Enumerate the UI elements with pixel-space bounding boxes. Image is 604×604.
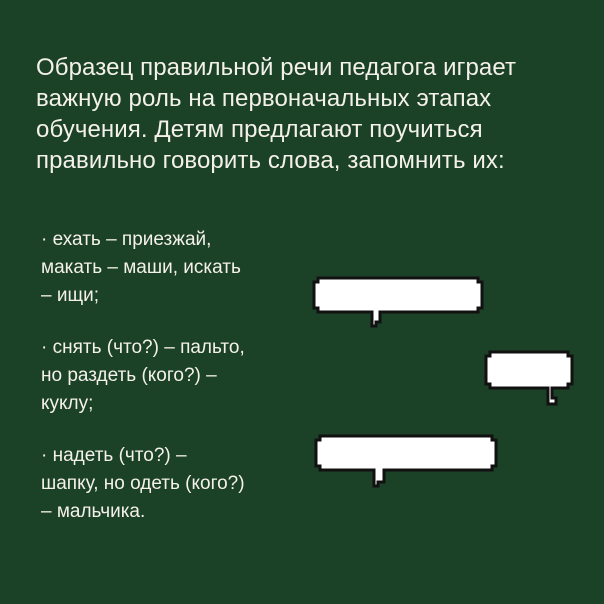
example-item: · надеть (что?) – шапку, но одеть (кого?) – мальчика. bbox=[41, 445, 245, 522]
speech-bubble-icon bbox=[312, 432, 504, 494]
examples-list bbox=[41, 226, 311, 550]
example-item: · снять (что?) – пальто, но раздеть (кого?) – куклу; bbox=[41, 337, 245, 414]
intro-text: Образец правильной речи педагога играет важную роль на первоначальных этапах обучения. Детям предлагают поучиться правильно говорить слова, запомнить их: bbox=[36, 54, 517, 174]
example-item: · ехать – приезжай, макать – маши, искать – ищи; bbox=[41, 229, 241, 306]
speech-bubble-icon bbox=[310, 274, 490, 332]
speech-bubble-icon bbox=[482, 348, 580, 414]
